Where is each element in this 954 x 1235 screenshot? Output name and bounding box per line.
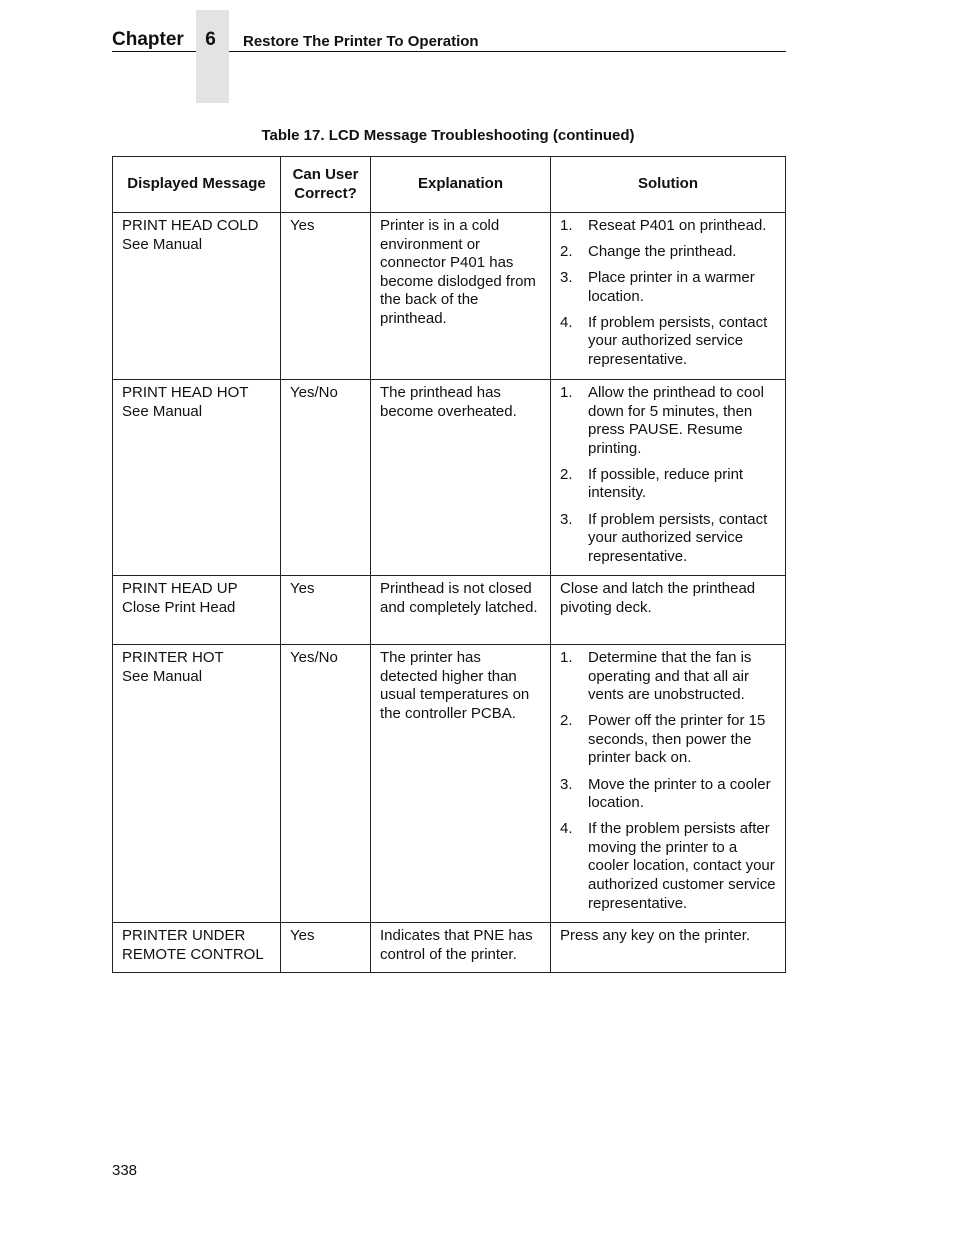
page-number: 338 (112, 1162, 138, 1179)
step-number: 4. (560, 313, 573, 331)
step-text: Determine that the fan is operating and that all air vents are unobstructed. (588, 649, 752, 704)
table-header-row (113, 157, 786, 213)
table-row (113, 923, 786, 973)
message-line: Close Print Head (122, 598, 236, 616)
explanation-cell: The printer has detected higher than usual temperatures on the controller PCBA. (371, 645, 551, 923)
step-text: If problem persists, contact your authorized service representative. (588, 313, 768, 369)
table-row (113, 576, 786, 645)
can-user-correct-cell: Yes/No (281, 645, 371, 923)
message-line: PRINT HEAD UP (122, 580, 238, 597)
can-user-correct-cell: Yes/No (281, 380, 371, 576)
step-text: Move the printer to a cooler location. (588, 775, 771, 812)
solution-step (560, 384, 777, 458)
solution-steps (560, 217, 777, 370)
displayed-message-cell (113, 923, 281, 973)
solution-steps (560, 384, 777, 566)
solution-step (560, 314, 777, 370)
solution-cell (551, 380, 786, 576)
step-text: Place printer in a warmer location. (588, 269, 755, 305)
solution-step (560, 649, 777, 705)
section-title: Restore The Printer To Operation (243, 33, 479, 50)
step-number: 2. (560, 243, 573, 261)
lcd-troubleshooting-table (112, 156, 786, 973)
explanation-cell: Printhead is not closed and completely latched. (371, 576, 551, 645)
message-line: See Manual (122, 667, 203, 685)
message-line: PRINT HEAD HOT (122, 384, 249, 401)
can-user-correct-cell: Yes (281, 576, 371, 645)
solution-step (560, 511, 777, 567)
explanation-cell: The printhead has become overheated. (371, 380, 551, 576)
column-header-can-user-correct: Can User Correct? (281, 157, 371, 213)
step-text: If the problem persists after moving the printer to a cooler location, contact your authorized customer service representative. (588, 820, 776, 912)
table-caption: Table 17. LCD Message Troubleshooting (continued) (261, 127, 635, 144)
step-text: If problem persists, contact your authorized service representative. (588, 510, 768, 565)
message-line: PRINT HEAD COLD (122, 217, 259, 234)
message-line: See Manual (122, 235, 203, 253)
explanation-cell: Indicates that PNE has control of the printer. (371, 923, 551, 973)
displayed-message-cell (113, 213, 281, 380)
table-row (113, 380, 786, 576)
can-user-correct-cell: Yes (281, 923, 371, 973)
message-line: PRINTER HOT (122, 649, 224, 666)
solution-step (560, 776, 777, 813)
chapter-number: 6 (205, 29, 216, 50)
message-line: PRINTER UNDER (122, 927, 246, 944)
table-row (113, 213, 786, 380)
displayed-message-cell (113, 380, 281, 576)
displayed-message-cell (113, 645, 281, 923)
step-text: Power off the printer for 15 seconds, then power the printer back on. (588, 712, 766, 767)
step-text: Allow the printhead to cool down for 5 minutes, then press PAUSE. Resume printing. (588, 384, 764, 457)
solution-step (560, 712, 777, 768)
step-number: 3. (560, 775, 573, 793)
step-text: Reseat P401 on printhead. (588, 217, 767, 234)
solution-step (560, 243, 777, 262)
column-header-displayed-message: Displayed Message (113, 157, 281, 213)
step-text: Change the printhead. (588, 243, 737, 261)
step-text: If possible, reduce print intensity. (588, 465, 744, 502)
table-row (113, 645, 786, 923)
solution-step (560, 269, 777, 306)
chapter-tab (196, 10, 229, 103)
solution-step (560, 466, 777, 503)
chapter-label: Chapter (112, 29, 184, 50)
step-number: 1. (560, 649, 573, 666)
solution-step (560, 217, 777, 236)
message-line: REMOTE CONTROL (122, 945, 264, 963)
message-line: See Manual (122, 402, 203, 420)
step-number: 3. (560, 510, 573, 528)
solution-step (560, 820, 777, 913)
step-number: 1. (560, 217, 573, 234)
solution-cell: Close and latch the printhead pivoting deck. (551, 576, 786, 645)
column-header-explanation: Explanation (371, 157, 551, 213)
solution-cell (551, 213, 786, 380)
step-number: 1. (560, 384, 573, 401)
step-number: 2. (560, 465, 573, 483)
displayed-message-cell (113, 576, 281, 645)
column-header-solution: Solution (551, 157, 786, 213)
solution-steps (560, 649, 777, 913)
can-user-correct-cell: Yes (281, 213, 371, 380)
step-number: 4. (560, 820, 573, 838)
step-number: 2. (560, 712, 573, 730)
step-number: 3. (560, 269, 573, 287)
chapter-rule (112, 51, 196, 52)
explanation-cell: Printer is in a cold environment or connector P401 has become dislodged from the back of the printhead. (371, 213, 551, 380)
solution-cell: Press any key on the printer. (551, 923, 786, 973)
section-rule (229, 51, 786, 52)
solution-cell (551, 645, 786, 923)
